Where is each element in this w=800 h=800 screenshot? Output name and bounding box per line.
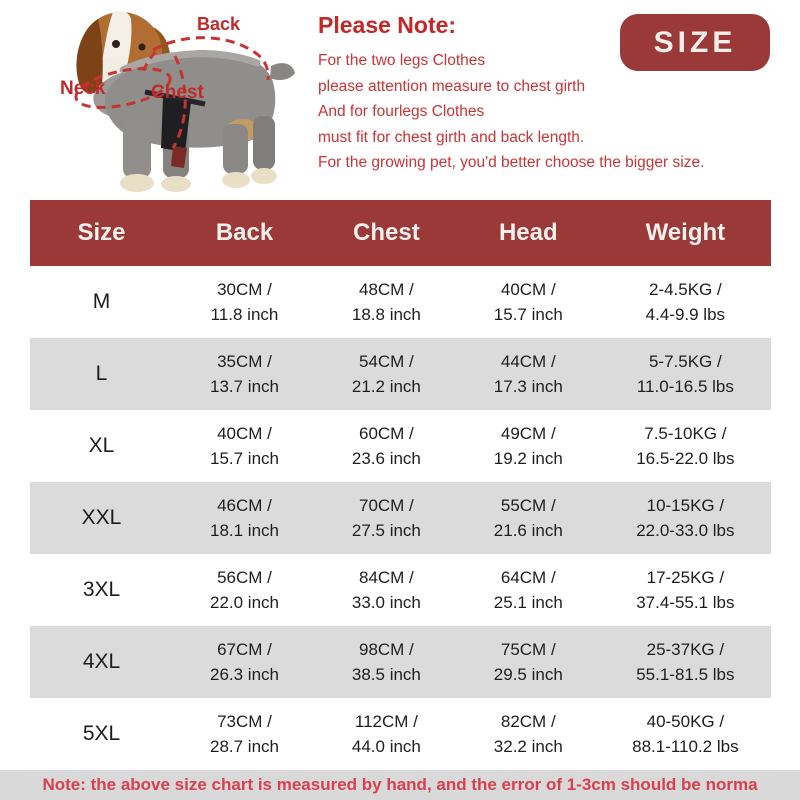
back-annotation-label: Back bbox=[197, 14, 241, 34]
dog-paw bbox=[251, 168, 277, 184]
size-label: 5XL bbox=[82, 722, 121, 745]
back-cell: 30CM / 11.8 inch bbox=[210, 280, 279, 324]
head-cell: 64CM / 25.1 inch bbox=[493, 568, 563, 612]
table-row bbox=[30, 698, 771, 770]
size-label: L bbox=[95, 362, 108, 385]
size-label: M bbox=[92, 290, 111, 313]
column-header-back: Back bbox=[215, 219, 274, 246]
weight-cell: 17-25KG / 37.4-55.1 lbs bbox=[636, 568, 735, 612]
table-row bbox=[30, 410, 771, 482]
please-note-line: And for fourlegs Clothes bbox=[318, 103, 485, 120]
column-header-size: Size bbox=[77, 219, 126, 246]
column-header-chest: Chest bbox=[353, 219, 420, 246]
column-header-weight: Weight bbox=[645, 219, 726, 246]
chest-cell: 112CM / 44.0 inch bbox=[351, 712, 421, 756]
head-cell: 49CM / 19.2 inch bbox=[493, 424, 563, 468]
weight-cell: 5-7.5KG / 11.0-16.5 lbs bbox=[636, 352, 734, 396]
coat-leg bbox=[223, 124, 248, 174]
coat-leg bbox=[253, 116, 275, 170]
weight-cell: 25-37KG / 55.1-81.5 lbs bbox=[636, 640, 735, 684]
size-table bbox=[30, 200, 771, 770]
head-cell: 55CM / 21.6 inch bbox=[493, 496, 563, 540]
dog-eye bbox=[112, 40, 120, 48]
back-cell: 40CM / 15.7 inch bbox=[210, 424, 279, 468]
chest-cell: 54CM / 21.2 inch bbox=[351, 352, 421, 396]
please-note-title: Please Note: bbox=[318, 12, 457, 38]
weight-cell: 2-4.5KG / 4.4-9.9 lbs bbox=[645, 280, 726, 324]
please-note-line: must fit for chest girth and back length. bbox=[318, 128, 585, 146]
dog-tail bbox=[270, 63, 295, 80]
chest-cell: 70CM / 27.5 inch bbox=[351, 496, 421, 540]
back-cell: 67CM / 26.3 inch bbox=[210, 640, 279, 684]
head-cell: 44CM / 17.3 inch bbox=[493, 352, 563, 396]
size-label: XL bbox=[88, 434, 115, 457]
head-cell: 40CM / 15.7 inch bbox=[493, 280, 563, 324]
size-badge-label: SIZE bbox=[653, 25, 737, 59]
table-row bbox=[30, 266, 771, 338]
chest-annotation-label: Chest bbox=[151, 82, 204, 103]
chest-cell: 84CM / 33.0 inch bbox=[351, 568, 421, 612]
table-row bbox=[30, 626, 771, 698]
weight-cell: 7.5-10KG / 16.5-22.0 lbs bbox=[636, 424, 735, 468]
weight-cell: 40-50KG / 88.1-110.2 lbs bbox=[632, 712, 739, 756]
please-note-line: For the two legs Clothes bbox=[318, 52, 486, 69]
footer-note-text: Note: the above size chart is measured by hand, and the error of 1-3cm should be norma bbox=[42, 775, 758, 794]
back-cell: 56CM / 22.0 inch bbox=[210, 568, 279, 612]
coat-leg bbox=[123, 120, 151, 178]
footer-note-bar bbox=[0, 770, 800, 800]
dog-eye bbox=[139, 44, 146, 51]
table-row bbox=[30, 338, 771, 410]
head-cell: 82CM / 32.2 inch bbox=[493, 712, 563, 756]
size-label: 3XL bbox=[82, 578, 121, 601]
table-row bbox=[30, 554, 771, 626]
please-note-line: For the growing pet, you'd better choose the bigger size. bbox=[318, 154, 705, 171]
size-label: XXL bbox=[81, 506, 122, 529]
weight-cell: 10-15KG / 22.0-33.0 lbs bbox=[636, 496, 735, 540]
neck-annotation-label: Neck bbox=[60, 78, 106, 99]
table-row bbox=[30, 482, 771, 554]
chest-cell: 98CM / 38.5 inch bbox=[351, 640, 421, 684]
column-header-head: Head bbox=[498, 219, 558, 246]
dog-paw bbox=[120, 174, 154, 192]
please-note-line: please attention measure to chest girth bbox=[318, 77, 586, 95]
chest-cell: 48CM / 18.8 inch bbox=[351, 280, 421, 324]
size-badge bbox=[620, 14, 770, 71]
head-cell: 75CM / 29.5 inch bbox=[493, 640, 563, 684]
chest-cell: 60CM / 23.6 inch bbox=[351, 424, 421, 468]
size-label: 4XL bbox=[82, 650, 121, 673]
dog-paw bbox=[161, 176, 191, 192]
table-header-row bbox=[30, 200, 771, 266]
back-cell: 73CM / 28.7 inch bbox=[210, 712, 279, 756]
dog-measurement-diagram bbox=[5, 0, 307, 196]
back-cell: 35CM / 13.7 inch bbox=[210, 352, 279, 396]
dog-paw bbox=[222, 172, 250, 188]
back-cell: 46CM / 18.1 inch bbox=[210, 496, 279, 540]
